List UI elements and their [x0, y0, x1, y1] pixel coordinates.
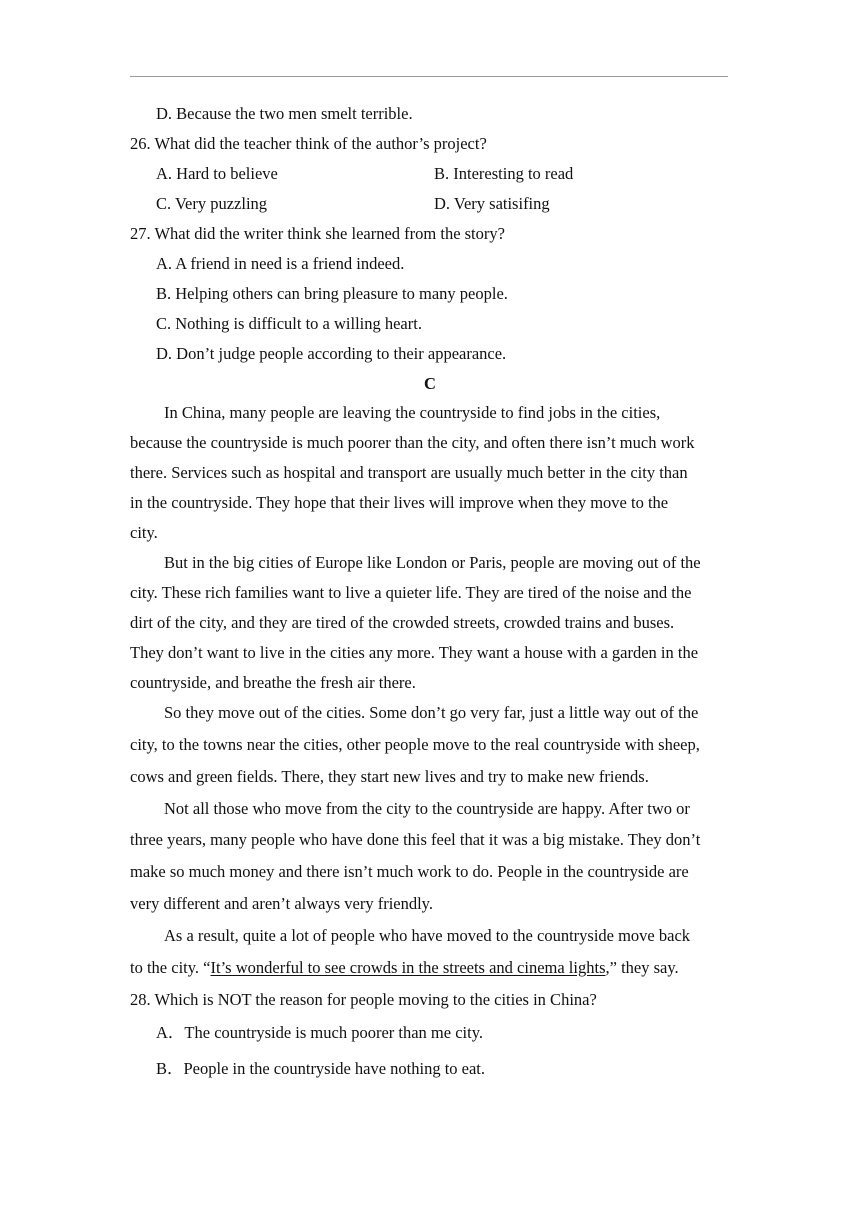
- q28-option-b: B．People in the countryside have nothing to eat.: [156, 1059, 486, 1078]
- paragraph-4-line: three years, many people who have done this feel that it was a big mistake. They don’t: [130, 830, 701, 849]
- q27-option-b: B. Helping others can bring pleasure to many people.: [156, 284, 508, 303]
- paragraph-1-line: city.: [130, 523, 158, 542]
- quote-prefix: to the city. “: [130, 958, 211, 977]
- paragraph-2-line: But in the big cities of Europe like London or Paris, people are moving out of the: [164, 553, 701, 572]
- paragraph-4-line: Not all those who move from the city to the countryside are happy. After two or: [164, 799, 690, 818]
- paragraph-2-line: city. These rich families want to live a quieter life. They are tired of the noise and the: [130, 583, 692, 602]
- paragraph-3-line: So they move out of the cities. Some don’t go very far, just a little way out of the: [164, 703, 699, 722]
- quote-suffix: ,” they say.: [605, 958, 679, 977]
- paragraph-1-line: because the countryside is much poorer than the city, and often there isn’t much work: [130, 433, 695, 452]
- q27-question: 27. What did the writer think she learned from the story?: [130, 224, 505, 243]
- header-rule: [130, 76, 728, 77]
- paragraph-5-line-quote: [130, 958, 679, 978]
- q28-question: 28. Which is NOT the reason for people moving to the cities in China?: [130, 990, 597, 1009]
- q25-option-d: D. Because the two men smelt terrible.: [156, 104, 413, 123]
- underlined-quote: It’s wonderful to see crowds in the streets and cinema lights: [210, 958, 606, 977]
- paragraph-5-line: As a result, quite a lot of people who have moved to the countryside move back: [164, 926, 691, 945]
- paragraph-4-line: very different and aren’t always very friendly.: [130, 894, 433, 913]
- paragraph-2-line: They don’t want to live in the cities any more. They want a house with a garden in the: [130, 643, 699, 662]
- paragraph-4-line: make so much money and there isn’t much work to do. People in the countryside are: [130, 862, 689, 881]
- q26-option-c: C. Very puzzling: [156, 194, 268, 213]
- q28-option-a: A．The countryside is much poorer than me city.: [156, 1023, 484, 1042]
- q26-question: 26. What did the teacher think of the author’s project?: [130, 134, 487, 153]
- q26-option-d: D. Very satisifing: [434, 194, 550, 213]
- paragraph-2-line: dirt of the city, and they are tired of the crowded streets, crowded trains and buses.: [130, 613, 675, 632]
- q27-option-d: D. Don’t judge people according to their appearance.: [156, 344, 507, 363]
- q26-option-b: B. Interesting to read: [434, 164, 574, 183]
- paragraph-1-line: there. Services such as hospital and transport are usually much better in the city than: [130, 463, 688, 482]
- paragraph-2-line: countryside, and breathe the fresh air there.: [130, 673, 416, 692]
- q27-option-a: A. A friend in need is a friend indeed.: [156, 254, 405, 273]
- paragraph-1-line: In China, many people are leaving the countryside to find jobs in the cities,: [164, 403, 661, 422]
- paragraph-3-line: city, to the towns near the cities, other people move to the real countryside with sheep,: [130, 735, 700, 754]
- q27-option-c: C. Nothing is difficult to a willing heart.: [156, 314, 422, 333]
- paragraph-3-line: cows and green fields. There, they start new lives and try to make new friends.: [130, 767, 649, 786]
- q26-option-a: A. Hard to believe: [156, 164, 278, 183]
- paragraph-1-line: in the countryside. They hope that their lives will improve when they move to the: [130, 493, 669, 512]
- passage-heading: C: [424, 374, 436, 393]
